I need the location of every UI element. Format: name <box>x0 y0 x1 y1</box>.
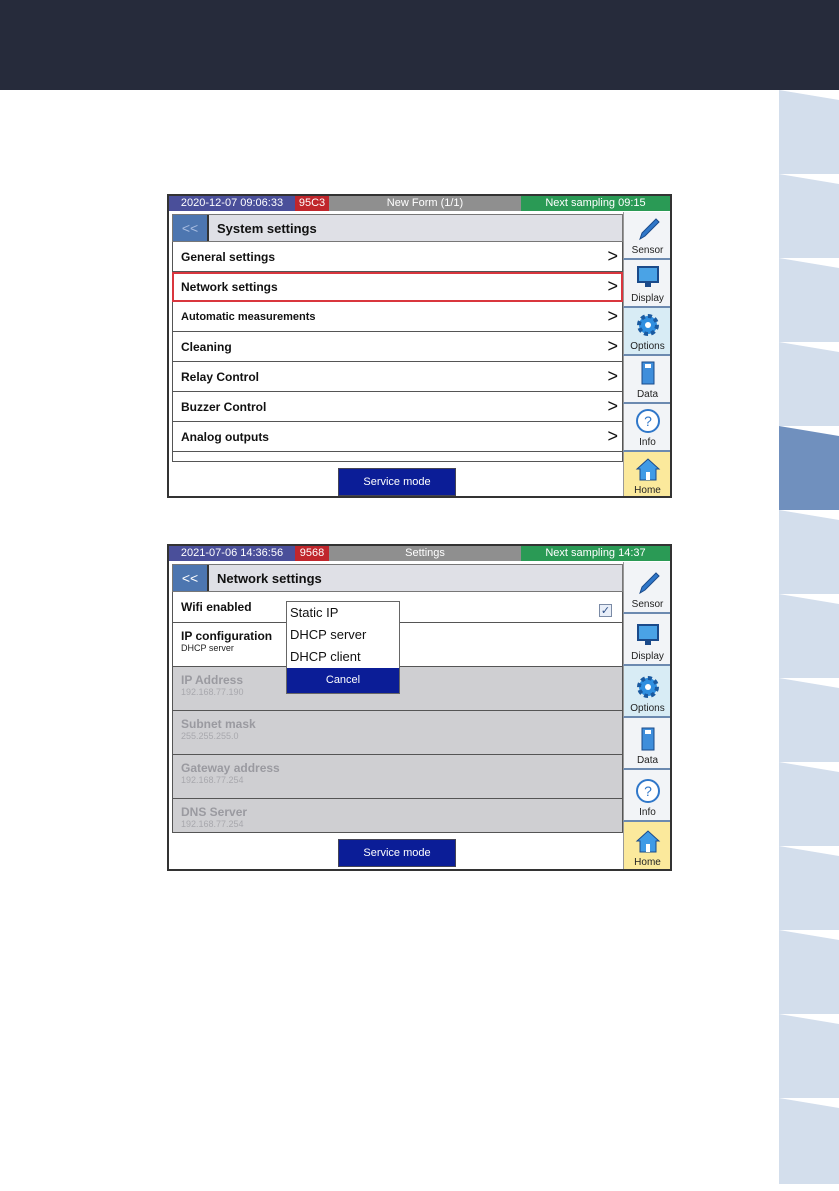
nav-sensor[interactable] <box>623 212 671 260</box>
nav-display[interactable] <box>623 260 671 308</box>
top-banner <box>0 0 839 90</box>
ip-configuration-label: IP configuration <box>181 629 273 643</box>
status-code: 9568 <box>295 546 329 561</box>
chevron-right-icon: > <box>607 276 618 296</box>
menu-item-label: Relay Control <box>181 369 260 384</box>
menu-item-buzzer-control[interactable] <box>172 392 623 422</box>
menu-item-label: Analog outputs <box>181 429 269 444</box>
chapter-tab[interactable] <box>779 174 839 260</box>
wifi-enabled-checkbox[interactable]: ✓ <box>600 605 611 617</box>
gear-icon <box>634 673 662 701</box>
settings-menu <box>172 214 623 462</box>
right-nav <box>623 562 671 869</box>
home-icon <box>634 455 662 483</box>
chevron-right-icon: > <box>607 336 618 356</box>
chapter-tab[interactable] <box>779 510 839 596</box>
gateway-address-value: 192.168.77.254 <box>181 775 244 785</box>
dropdown-option-dhcp-server[interactable]: DHCP server <box>290 627 367 642</box>
dropdown-option-dhcp-client[interactable]: DHCP client <box>290 649 361 664</box>
menu-item-label: General settings <box>181 249 276 264</box>
menu-item-label: Network settings <box>181 279 278 294</box>
back-button[interactable]: << <box>173 215 209 241</box>
menu-title: System settings <box>217 220 317 236</box>
nav-label: Data <box>636 755 659 766</box>
status-code: 95C3 <box>295 196 329 211</box>
ip-address-value: 192.168.77.190 <box>181 687 244 697</box>
back-button[interactable]: << <box>173 565 209 591</box>
chapter-tab[interactable] <box>779 258 839 344</box>
monitor-icon <box>634 621 662 649</box>
nav-label: Info <box>639 437 656 448</box>
menu-item-relay-control[interactable] <box>172 362 623 392</box>
menu-item-analog-outputs[interactable] <box>172 422 623 452</box>
nav-label: Sensor <box>631 599 664 610</box>
chevron-right-icon: > <box>607 366 618 386</box>
ip-address-label: IP Address <box>181 673 244 687</box>
status-datetime: 2020-12-07 09:06:33 <box>169 196 295 211</box>
status-next-sampling: Next sampling 09:15 <box>521 196 670 211</box>
panel-header <box>172 564 623 592</box>
chapter-tab[interactable] <box>779 90 839 176</box>
chevron-right-icon: > <box>607 246 618 266</box>
panel-title: Network settings <box>217 570 322 586</box>
chevron-right-icon: > <box>607 426 618 446</box>
chevron-right-icon: > <box>607 306 618 326</box>
nav-label: Display <box>631 293 664 304</box>
monitor-icon <box>634 263 662 291</box>
menu-item-cleaning[interactable] <box>172 332 623 362</box>
pen-icon <box>634 215 662 243</box>
dns-server-label: DNS Server <box>181 805 248 819</box>
help-icon <box>634 407 662 435</box>
chapter-tab[interactable] <box>779 1014 839 1100</box>
status-datetime: 2021-07-06 14:36:56 <box>169 546 295 561</box>
chapter-tab[interactable] <box>779 846 839 932</box>
nav-home[interactable] <box>623 822 671 871</box>
nav-label: Display <box>631 651 664 662</box>
nav-data[interactable] <box>623 356 671 404</box>
service-mode-button[interactable]: Service mode <box>338 839 456 867</box>
gear-icon <box>634 311 662 339</box>
chapter-tab[interactable] <box>779 1098 839 1184</box>
menu-item-automatic-measurements[interactable] <box>172 302 623 332</box>
chapter-tab[interactable] <box>779 930 839 1016</box>
nav-options[interactable] <box>623 666 671 718</box>
nav-label: Data <box>636 389 659 400</box>
nav-info[interactable] <box>623 770 671 822</box>
chapter-tab[interactable] <box>779 594 839 680</box>
status-bar <box>169 196 670 211</box>
nav-options[interactable] <box>623 308 671 356</box>
pen-icon <box>634 569 662 597</box>
menu-item-general-settings[interactable] <box>172 242 623 272</box>
system-settings-screenshot <box>167 194 672 498</box>
service-mode-button[interactable]: Service mode <box>338 468 456 496</box>
status-bar <box>169 546 670 561</box>
nav-label: Info <box>639 807 656 818</box>
nav-label: Home <box>634 485 661 496</box>
svg-text:?: ? <box>643 413 652 429</box>
ip-configuration-value: DHCP server <box>181 643 234 653</box>
home-icon <box>634 827 662 855</box>
menu-item-label: Automatic measurements <box>181 310 316 323</box>
help-icon <box>634 777 662 805</box>
usb-drive-icon <box>634 725 662 753</box>
dns-server-row <box>172 799 623 833</box>
usb-drive-icon <box>634 359 662 387</box>
nav-label: Options <box>630 703 665 714</box>
gateway-address-label: Gateway address <box>181 761 280 775</box>
dropdown-cancel-button[interactable]: Cancel <box>287 668 399 693</box>
status-title: Settings <box>329 546 521 561</box>
menu-item-label: Buzzer Control <box>181 399 267 414</box>
nav-info[interactable] <box>623 404 671 452</box>
wifi-enabled-label: Wifi enabled <box>181 600 252 614</box>
menu-item-network-settings[interactable] <box>172 272 623 302</box>
dns-server-value: 192.168.77.254 <box>181 819 244 829</box>
chapter-tab[interactable] <box>779 342 839 428</box>
nav-label: Home <box>634 857 661 868</box>
status-title: New Form (1/1) <box>329 196 521 211</box>
chapter-tab-active[interactable] <box>779 426 839 512</box>
ip-configuration-dropdown <box>286 601 400 694</box>
nav-label: Sensor <box>631 245 664 256</box>
menu-header <box>172 214 623 242</box>
network-settings-screenshot <box>167 544 672 871</box>
chevron-right-icon: > <box>607 396 618 416</box>
gateway-address-row <box>172 755 623 799</box>
subnet-mask-value: 255.255.255.0 <box>181 731 239 741</box>
nav-display[interactable] <box>623 614 671 666</box>
subnet-mask-row <box>172 711 623 755</box>
chapter-tab[interactable] <box>779 762 839 848</box>
nav-home[interactable] <box>623 452 671 498</box>
nav-label: Options <box>630 341 665 352</box>
menu-item-label: Cleaning <box>181 339 232 354</box>
chapter-tabs <box>779 90 839 1191</box>
chapter-tab[interactable] <box>779 678 839 764</box>
status-next-sampling: Next sampling 14:37 <box>521 546 670 561</box>
menu-item-partial <box>172 452 623 462</box>
dropdown-option-static-ip[interactable]: Static IP <box>290 605 339 620</box>
subnet-mask-label: Subnet mask <box>181 717 256 731</box>
nav-sensor[interactable] <box>623 562 671 614</box>
nav-data[interactable] <box>623 718 671 770</box>
right-nav <box>623 212 671 498</box>
svg-text:?: ? <box>643 783 652 799</box>
